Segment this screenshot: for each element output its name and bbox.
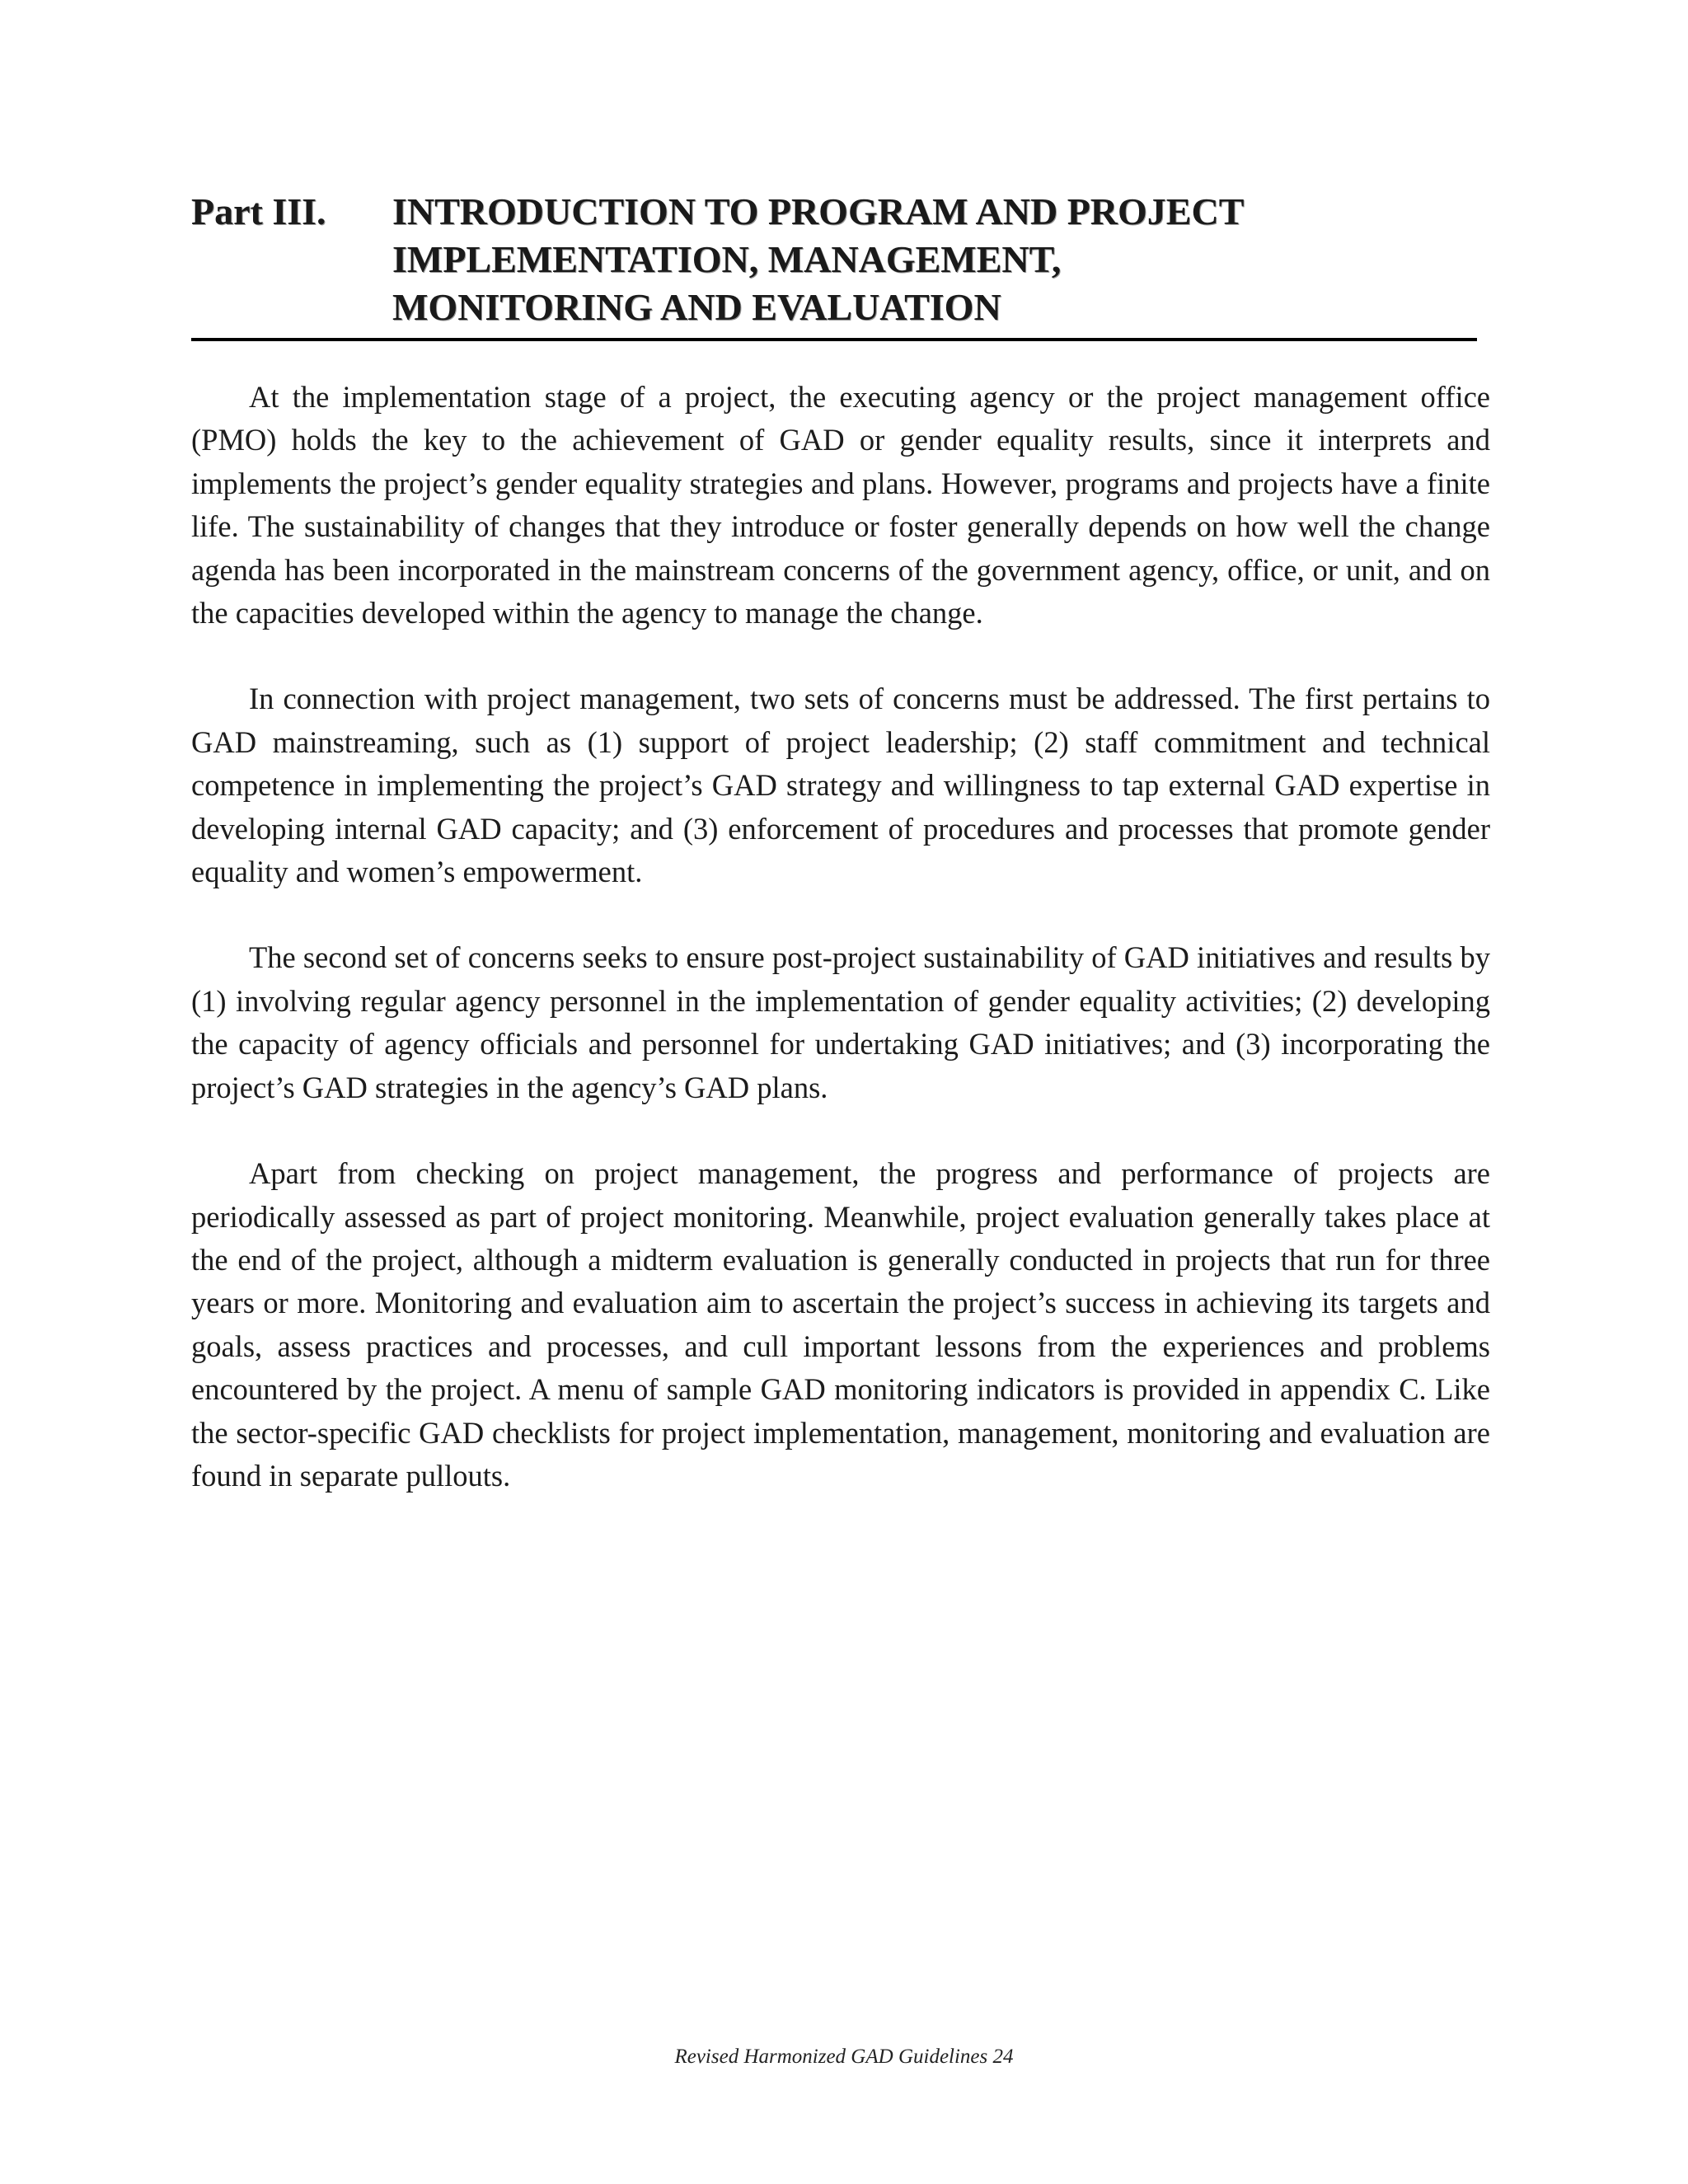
section-title-line: INTRODUCTION TO PROGRAM AND PROJECT <box>392 190 1245 232</box>
header-divider <box>191 338 1477 341</box>
part-label: Part III. <box>191 190 326 232</box>
page-footer: Revised Harmonized GAD Guidelines 24 <box>674 2046 1014 2068</box>
paragraph-monitoring-evaluation: Apart from checking on project management, the progress and performance of projects are periodically assessed as part of project monitoring. Meanwhile, project evaluation generally takes place at the end of the project, although a midterm evaluation is generally conducted in projects that run for three years or more. Monitoring and evaluation aim to ascertain the project’s success in achieving its targets and goals, assess practices and processes, and cull important lessons from the experiences and problems encountered by the project. A menu of sample GAD monitoring indicators is provided in appendix C. Like the sector-specific GAD checklists for project implementation, management, monitoring and evaluation are found in separate pullouts. <box>191 1156 1490 1493</box>
section-title-line: IMPLEMENTATION, MANAGEMENT, <box>392 238 1062 280</box>
paragraph-sustainability: The second set of concerns seeks to ensure post-project sustainability of GAD initiatives and results by (1) involving regular agency personnel in the implementation of gender equality activities; (2) developing the capacity of agency officials and personnel for undertaking GAD initiatives; and (3) incorporating the project’s GAD strategies in the agency’s GAD plans. <box>191 940 1490 1104</box>
body-text <box>191 376 1490 1540</box>
section-title-line: MONITORING AND EVALUATION <box>392 286 1001 328</box>
paragraph-implementation-stage: At the implementation stage of a project, the executing agency or the project management office (PMO) holds the key to the achievement of GAD or gender equality results, since it interprets and implements the project’s gender equality strategies and plans. However, programs and projects have a finite life. The sustainability of changes that they introduce or foster generally depends on how well the change agenda has been incorporated in the mainstream concerns of the government agency, office, or unit, and on the capacities developed within the agency to manage the change. <box>191 380 1490 630</box>
paragraph-project-management: In connection with project management, two sets of concerns must be addressed. The first pertains to GAD mainstreaming, such as (1) support of project leadership; (2) staff commitment and technical competence in implementing the project’s GAD strategy and willingness to tap external GAD expertise in developing internal GAD capacity; and (3) enforcement of procedures and processes that promote gender equality and women’s empowerment. <box>191 682 1490 889</box>
section-title <box>392 188 1464 331</box>
